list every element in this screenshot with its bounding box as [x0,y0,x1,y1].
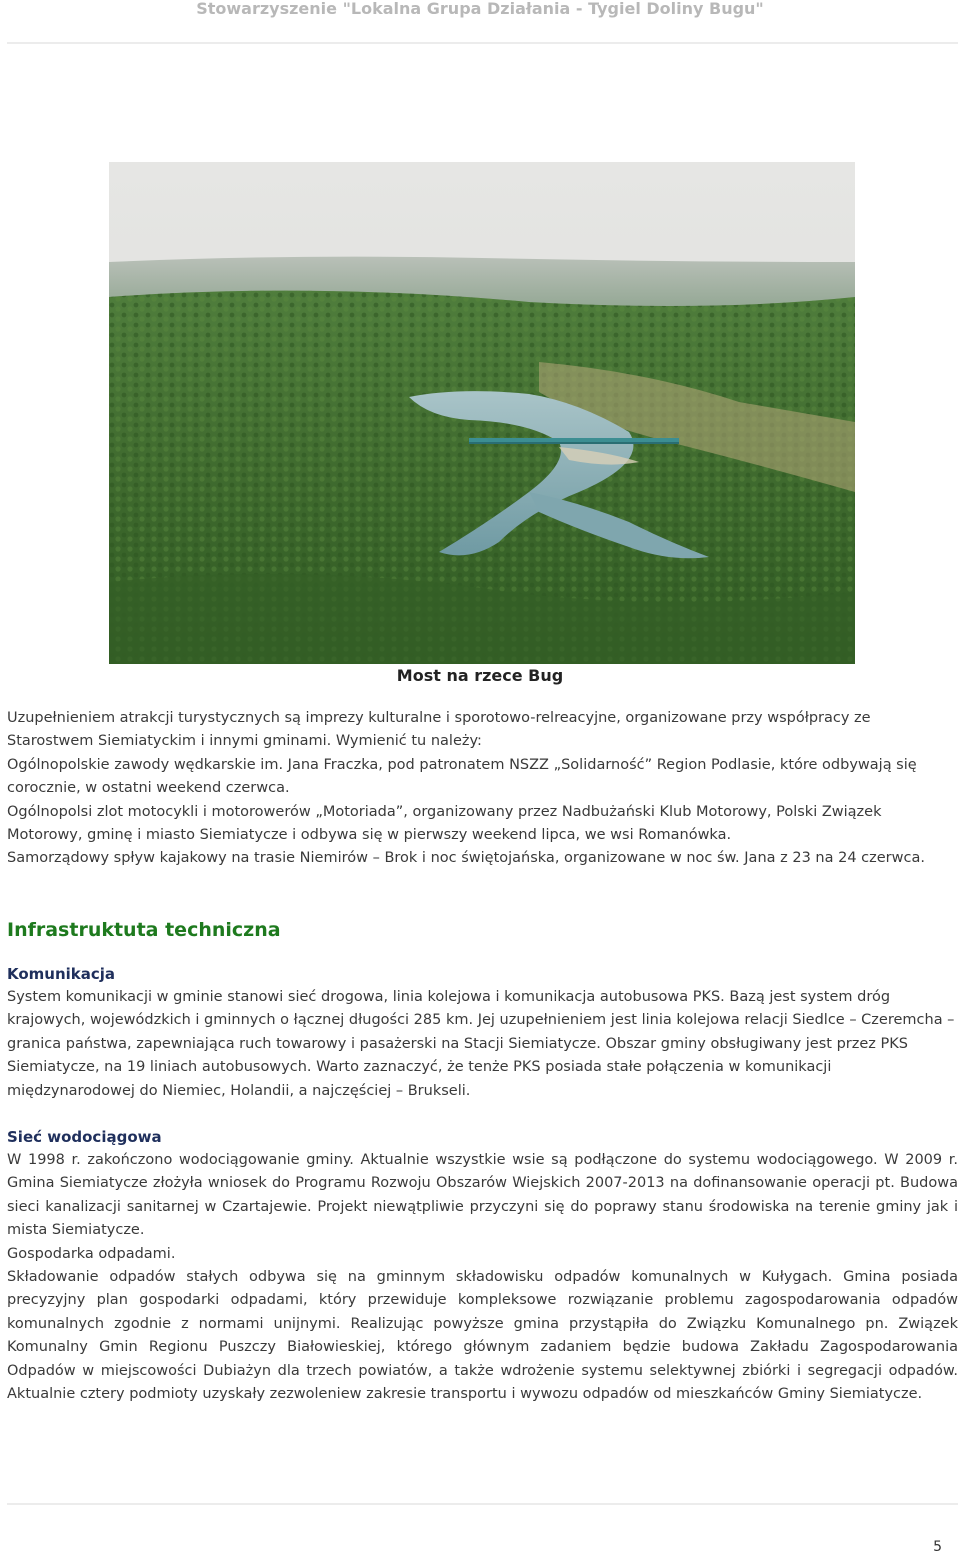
section-heading-infrastructure: Infrastruktuta techniczna [7,919,281,941]
intro-paragraph: Samorządowy spływ kajakowy na trasie Niemirów – Brok i noc świętojańska, organizowane w noc św. Jana z 23 na 24 czerwca. [7,850,925,867]
photo-caption: Most na rzece Bug [396,666,564,685]
intro-paragraph: Ogólnopolskie zawody wędkarskie im. Jana Fraczka, pod patronatem NSZZ „Solidarność” Region Podlasie, które odbywają się corocznie, w ostatni weekend czerwca. [7,756,917,797]
communication-section [7,963,958,1103]
intro-paragraph: Ogólnopolsi zlot motocykli i motorowerów „Motoriada”, organizowany przez Nadbużański Klub Motorowy, Polski Związek Motorowy, gminę i miasto Siemiatycze i odbywa się w pierwszy weekend lipca, we wsi Romanówka. [7,803,882,844]
waste-management-label: Gospodarka odpadami. [7,1245,176,1262]
intro-paragraph: Uzupełnieniem atrakcji turystycznych są imprezy kulturalne i sporotowo-relreacyjne, organizowane przy współpracy ze Starostwem Siemiatyckim i innymi gminami. Wymienić tu należy: [7,710,871,750]
subheading-communication: Komunikacja [7,965,116,983]
intro-section [7,707,958,871]
river-landscape-image [109,162,855,664]
page-number: 5 [933,1539,942,1555]
water-text: W 1998 r. zakończono wodociągowanie gminy. Aktualnie wszystkie wsie są podłączone do systemu wodociągowego. W 2009 r. Gmina Siemiatycze złożyła wniosek do Programu Rozwoju Obszarów Wiejskich 2007-2013 na dofinansowanie operacji pt. Budowa sieci kanalizacji sanitarnej w Czartajewie. Projekt niewątpliwie przyczyni się do poprawy stanu środowiska na terenie gminy jak i mista Siemiatycze. [7,1152,958,1239]
water-section [7,1126,958,1406]
document-header-title: Stowarzyszenie "Lokalna Grupa Działania - Tygiel Doliny Bugu" [196,0,764,18]
footer-divider [7,1503,958,1505]
river-bug-photo [109,162,855,664]
subheading-water-network: Sieć wodociągowa [7,1128,162,1146]
communication-text: System komunikacji w gminie stanowi sieć drogowa, linia kolejowa i komunikacja autobusowa PKS. Bazą jest system dróg krajowych, wojewódzkich i gminnych o łącznej długości 285 km. Jej uzupełnieniem jest linia kolejowa relacji Siedlce – Czeremcha – granica państwa, zapewniająca ruch towarowy i pasażerski na Stacji Siemiatycze. Obszar gminy obsługiwany jest przez PKS Siemiatycze, na 19 liniach autobusowych. Warto zaznaczyć, że tenże PKS posiada stałe połączenia w komunikacji międzynarodowej do Niemiec, Holandii, a najczęściej – Brukseli. [7,989,955,1099]
header-divider [7,42,958,44]
waste-management-text: Składowanie odpadów stałych odbywa się na gminnym składowisku odpadów komunalnych w Kułygach. Gmina posiada precyzyjny plan gospodarki odpadami, który przewiduje kompleksowe rozwiązanie problemu zagospodarowania odpadów komunalnych zgodnie z normami unijnymi. Realizując powyższe gmina przystąpiła do Związku Komunalnego pn. Związek Komunalny Gmin Regionu Puszczy Białowieskiej, którego głównym zadaniem będzie budowa Zakładu Zagospodarowania Odpadów w miejscowości Dubiażyn dla trzech powiatów, a także wdrożenie systemu selektywnej zbiórki i segregacji odpadów. Aktualnie cztery podmioty uzyskały zezwoleniew zakresie transportu i wywozu odpadów od mieszkańców Gminy Siemiatycze. [7,1269,958,1403]
